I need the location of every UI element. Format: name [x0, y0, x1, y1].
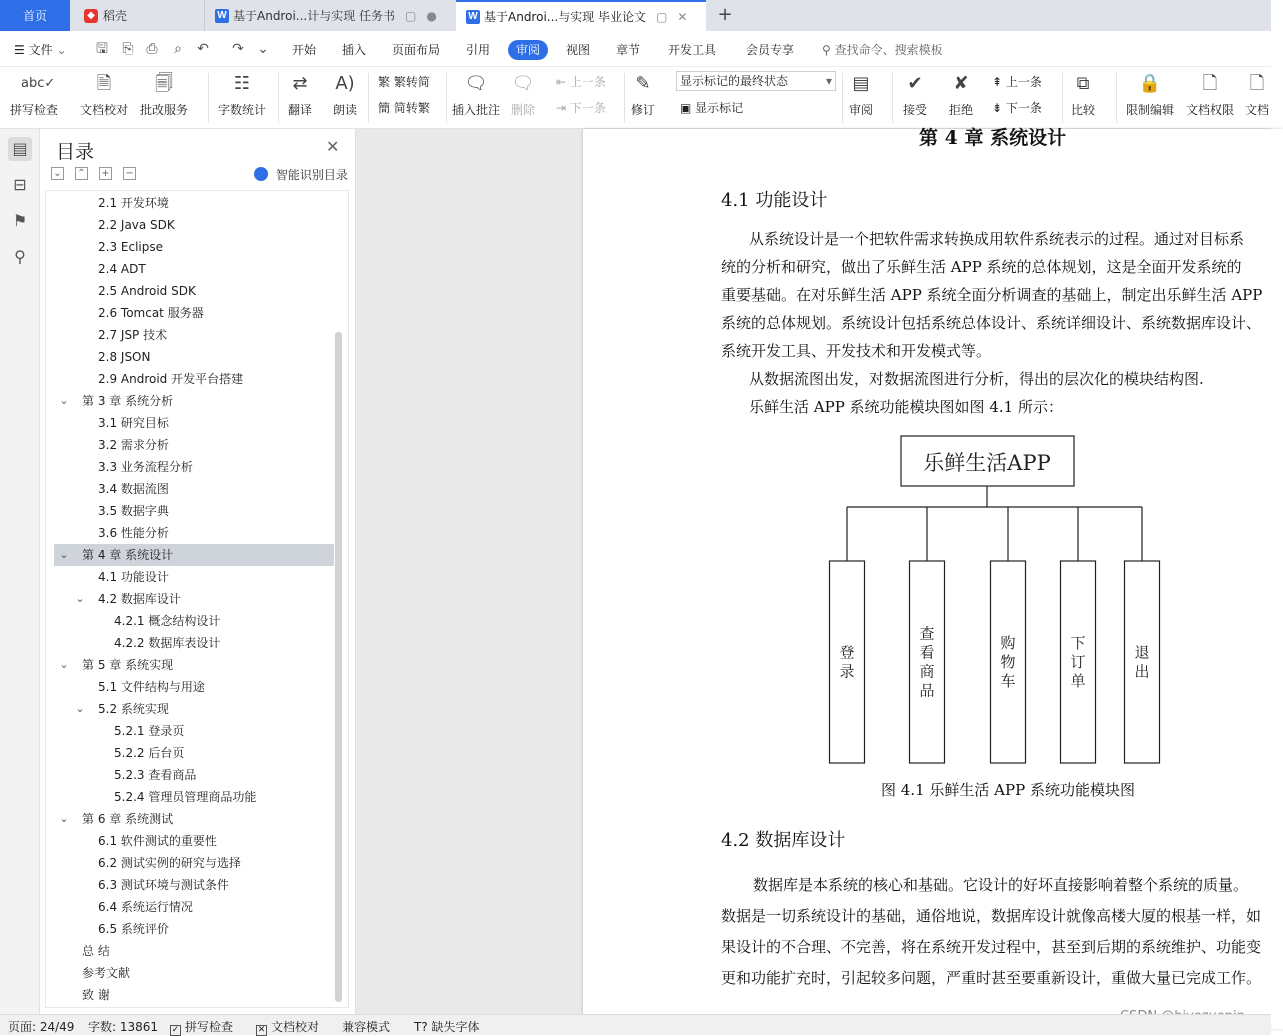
expand-level-icon[interactable]: ⌃ — [75, 167, 88, 180]
save-icon[interactable]: 🖫 — [96, 41, 108, 57]
word-count-button[interactable] — [218, 71, 266, 118]
toc-item-label: 5.2.1 登录页 — [114, 724, 185, 738]
translate-icon: ⇄ — [292, 73, 308, 94]
toc-item[interactable] — [54, 808, 334, 830]
compare-icon: ⧉ — [1076, 73, 1090, 94]
body-line: 乐鲜生活 APP 系统功能模块图如图 4.1 所示： — [749, 398, 1063, 416]
toc-item-label: 2.5 Android SDK — [98, 284, 196, 298]
toc-item[interactable] — [54, 654, 334, 676]
prev-comment-label: 上一条 — [569, 75, 606, 89]
toc-item[interactable] — [54, 280, 334, 302]
toc-item[interactable] — [54, 544, 334, 566]
undo-icon[interactable]: ↶ — [197, 41, 209, 57]
toc-item-label: 5.2 系统实现 — [98, 702, 169, 716]
markup-state-select[interactable] — [676, 71, 836, 91]
reject-button[interactable] — [948, 71, 974, 118]
toc-item[interactable] — [54, 324, 334, 346]
toc-item-label: 参考文献 — [82, 966, 131, 980]
toc-item-label: 3.1 研究目标 — [98, 416, 169, 430]
spell-check-label: 拼写检查 — [10, 103, 59, 117]
body-line: 数据是一切系统设计的基础，通俗地说，数据库设计就像高楼大厦的根基一样，如 — [721, 907, 1262, 925]
tab-doc1-label: 基于Androi...计与实现 任务书 — [233, 9, 396, 23]
chapter-nav-icon[interactable]: ⊟ — [13, 175, 27, 194]
ribbon-divider — [842, 73, 843, 123]
toc-item[interactable] — [54, 610, 334, 632]
toc-item-label: 第 5 章 系统实现 — [82, 658, 174, 672]
menu-reference[interactable]: 引用 — [466, 43, 491, 57]
body-line: 更和功能扩充时，引起较多问题，严重时甚至要重新设计，重做大量已完成工作。 — [721, 969, 1262, 987]
figure-caption: 图 4.1 乐鲜生活 APP 系统功能模块图 — [881, 781, 1135, 799]
doc-more-button[interactable] — [1244, 71, 1270, 118]
figure-module-label: 登录 — [839, 643, 855, 681]
doc-permission-button[interactable] — [1186, 71, 1234, 118]
page-indicator[interactable]: 页面: 24/49 — [8, 1020, 75, 1034]
left-nav-rail — [0, 129, 40, 1014]
menu-review[interactable]: 审阅 — [508, 40, 548, 60]
menu-view[interactable]: 视图 — [566, 43, 591, 57]
prev-change-button[interactable] — [992, 72, 1042, 92]
smart-toc-button[interactable] — [254, 166, 348, 183]
chevron-down-icon[interactable]: ⌄ — [75, 592, 85, 605]
chevron-down-icon[interactable]: ⌄ — [59, 548, 69, 561]
accept-icon: ✔ — [907, 73, 923, 94]
ribbon-divider — [208, 73, 209, 123]
hamburger-icon: ☰ — [14, 43, 25, 57]
figure-root-label: 乐鲜生活APP — [923, 451, 1051, 475]
tab-dot-icon: ● — [426, 8, 437, 23]
body-line: 统的分析和研究，做出了乐鲜生活 APP 系统的总体规划，这是全面开发系统的 — [721, 258, 1242, 276]
toc-item-label: 2.6 Tomcat 服务器 — [98, 306, 204, 320]
accept-label: 接受 — [902, 103, 927, 117]
spell-check-status[interactable] — [170, 1018, 233, 1036]
toc-item[interactable] — [54, 940, 334, 962]
read-aloud-label: 朗读 — [332, 103, 357, 117]
next-comment-icon: ⇥ — [556, 101, 567, 115]
document-page[interactable] — [583, 129, 1283, 1029]
doc-proof-button[interactable] — [80, 71, 128, 118]
body-line: 数据库是本系统的核心和基础。它设计的好坏直接影响着整个系统的质量。 — [753, 876, 1249, 894]
delete-comment-button[interactable] — [510, 71, 536, 118]
toc-item[interactable] — [54, 566, 334, 588]
toc-item[interactable] — [54, 214, 334, 236]
ribbon-divider — [1116, 73, 1117, 123]
toc-item-label: 3.5 数据字典 — [98, 504, 169, 518]
toc-item-label: 5.2.4 管理员管理商品功能 — [114, 790, 257, 804]
figure-module-node — [830, 561, 865, 763]
toc-item[interactable] — [54, 368, 334, 390]
collapse-all-icon[interactable]: − — [123, 167, 136, 180]
review-ribbon — [0, 67, 1271, 129]
figure-root-node — [901, 436, 1074, 486]
toc-item[interactable] — [54, 346, 334, 368]
section-heading-4-2: 4.2 数据库设计 — [721, 830, 846, 851]
toc-item[interactable] — [54, 412, 334, 434]
reject-label: 拒绝 — [948, 103, 973, 117]
delete-comment-icon: 🗨 — [511, 73, 535, 94]
toc-item[interactable] — [54, 852, 334, 874]
insert-comment-label: 插入批注 — [452, 103, 501, 117]
figure-connectors — [847, 486, 1142, 561]
close-icon[interactable]: ✕ — [326, 137, 340, 156]
toc-item[interactable] — [54, 918, 334, 940]
toc-item-label: 6.5 系统评价 — [98, 922, 169, 936]
tab-float-icon[interactable]: ▢ — [656, 9, 668, 24]
tab-document-taskbook[interactable] — [204, 0, 452, 31]
compare-button[interactable] — [1070, 71, 1096, 118]
toc-item-label: 3.3 业务流程分析 — [98, 460, 193, 474]
menu-chapter[interactable]: 章节 — [616, 43, 641, 57]
toc-item-label: 4.1 功能设计 — [98, 570, 169, 584]
ribbon-divider — [278, 73, 279, 123]
toc-item-label: 2.4 ADT — [98, 262, 146, 276]
ribbon-divider — [624, 73, 625, 123]
prev-change-icon: ⇞ — [992, 75, 1003, 89]
command-search-label: 查找命令、搜索模板 — [834, 43, 943, 57]
tab-document-thesis[interactable] — [456, 0, 706, 31]
quick-access-more-icon[interactable]: ⌄ — [257, 41, 269, 57]
toc-item-label: 4.2.1 概念结构设计 — [114, 614, 221, 628]
doc-proof-status[interactable] — [256, 1018, 319, 1036]
spell-check-toggle-icon: ✓ — [171, 1025, 180, 1035]
tab-float-icon[interactable]: ▢ — [405, 8, 417, 23]
chevron-down-icon: ⌄ — [56, 43, 67, 57]
figure-module-node — [910, 561, 945, 763]
bookmark-icon[interactable]: ⚑ — [12, 211, 28, 230]
toc-item[interactable] — [54, 896, 334, 918]
toc-item[interactable] — [54, 698, 334, 720]
toc-item[interactable] — [54, 984, 334, 1006]
spell-check-icon: abc✓ — [21, 76, 56, 91]
export-pdf-icon[interactable]: ⎘ — [122, 41, 134, 57]
toc-item[interactable] — [54, 764, 334, 786]
command-search[interactable] — [822, 40, 943, 60]
toc-item-label: 4.2.2 数据库表设计 — [114, 636, 221, 650]
track-changes-label: 修订 — [630, 103, 655, 117]
show-markup-button[interactable] — [680, 98, 743, 118]
restrict-edit-label: 限制编辑 — [1126, 103, 1175, 117]
doc-proof-status-label: 文档校对 — [271, 1020, 320, 1034]
section-heading-4-1: 4.1 功能设计 — [721, 190, 828, 211]
missing-font-status[interactable] — [414, 1018, 480, 1035]
body-line: 从数据流图出发，对数据流图进行分析，得出的层次化的模块结构图. — [749, 370, 1204, 388]
body-line: 重要基础。在对乐鲜生活 APP 系统全面分析调查的基础上，制定出乐鲜生活 APP — [721, 286, 1263, 304]
menu-member[interactable]: 会员专享 — [746, 43, 795, 57]
toc-item-label: 5.2.3 查看商品 — [114, 768, 197, 782]
simp-to-trad-label: 简转繁 — [393, 101, 430, 115]
toc-item[interactable] — [54, 434, 334, 456]
figure-module-label: 购物车 — [1000, 634, 1016, 690]
doc-permission-label: 文档权限 — [1186, 103, 1235, 117]
word-count-icon: ☷ — [233, 73, 251, 94]
body-line: 果设计的不合理、不完善，将在系统开发过程中，甚至到后期的系统维护、功能变 — [721, 938, 1262, 956]
toc-item-label: 2.1 开发环境 — [98, 196, 169, 210]
simp-trad-icon: 簡 — [378, 101, 391, 115]
toc-item-label: 总 结 — [82, 944, 110, 958]
next-comment-button[interactable] — [556, 98, 606, 118]
spell-check-status-label: 拼写检查 — [185, 1020, 234, 1034]
toc-item-label: 6.4 系统运行情况 — [98, 900, 193, 914]
figure-module-label: 退出 — [1134, 643, 1150, 681]
collapse-level-icon[interactable]: ⌄ — [51, 167, 64, 180]
lock-document-icon: 🔒 — [1138, 73, 1162, 94]
search-icon[interactable]: ⚲ — [14, 247, 26, 266]
translate-button[interactable] — [287, 71, 313, 118]
smart-toc-label: 智能识别目录 — [275, 168, 348, 182]
annotate-service-icon: 🗐 — [155, 73, 173, 94]
status-bar — [0, 1014, 1271, 1035]
compat-mode-status: 兼容模式 — [342, 1020, 391, 1034]
delete-comment-label: 删除 — [510, 103, 535, 117]
toc-item[interactable] — [54, 236, 334, 258]
toc-item[interactable] — [54, 632, 334, 654]
word-doc-icon: W — [466, 10, 480, 24]
toc-item[interactable] — [54, 258, 334, 280]
toc-item-label: 6.2 测试实例的研究与选择 — [98, 856, 241, 870]
menu-bar — [0, 31, 1271, 67]
figure-module-node — [1125, 561, 1160, 763]
show-markup-label: 显示标记 — [695, 101, 744, 115]
toc-item-label: 2.9 Android 开发平台搭建 — [98, 372, 244, 386]
toc-item-label: 6.1 软件测试的重要性 — [98, 834, 217, 848]
word-count-status[interactable]: 字数: 13861 — [88, 1020, 159, 1034]
tab-bar — [0, 0, 1271, 31]
toc-item[interactable] — [54, 500, 334, 522]
restrict-edit-button[interactable] — [1126, 71, 1174, 118]
review-pane-icon: ▤ — [852, 73, 870, 94]
trad-to-simp-button[interactable] — [378, 72, 430, 92]
doc-more-label: 文档 — [1244, 103, 1269, 117]
toc-item-label: 4.2 数据库设计 — [98, 592, 181, 606]
missing-font-icon: T? — [414, 1020, 428, 1034]
toc-item-label: 2.2 Java SDK — [98, 218, 175, 232]
body-line: 从系统设计是一个把软件需求转换成用软件系统表示的过程。通过对目标系 — [749, 230, 1245, 248]
toc-item[interactable] — [54, 192, 334, 214]
annotate-service-label: 批改服务 — [140, 103, 189, 117]
toc-scrollbar[interactable] — [335, 332, 342, 1002]
track-changes-button[interactable] — [630, 71, 656, 118]
expand-all-icon[interactable]: + — [99, 167, 112, 180]
toc-item-label: 6.3 测试环境与测试条件 — [98, 878, 229, 892]
toc-item[interactable] — [54, 874, 334, 896]
document-canvas — [356, 129, 1271, 1014]
doc-permission-icon: 🗋 — [1202, 73, 1218, 94]
daoke-icon: ◆ — [84, 9, 98, 23]
toc-list — [45, 190, 349, 1008]
file-menu-label: 文件 — [28, 43, 53, 57]
markup-state-value: 显示标记的最终状态 — [680, 74, 789, 88]
compare-label: 比较 — [1070, 103, 1095, 117]
menu-page-layout[interactable]: 页面布局 — [392, 43, 441, 57]
toc-item-label: 第 4 章 系统设计 — [82, 548, 174, 562]
insert-comment-icon: 🗨 — [464, 73, 488, 94]
tab-close-icon[interactable]: ✕ — [677, 9, 688, 24]
chevron-down-icon: ▾ — [825, 74, 832, 88]
figure-modules — [830, 561, 1160, 763]
ribbon-divider — [892, 73, 893, 123]
toc-item[interactable] — [54, 786, 334, 808]
figure-module-label: 下订单 — [1070, 634, 1086, 690]
menu-insert[interactable]: 插入 — [342, 43, 367, 57]
figure-module-node — [991, 561, 1026, 763]
toc-item-label: 3.4 数据流图 — [98, 482, 169, 496]
toc-item[interactable] — [54, 742, 334, 764]
redo-icon[interactable]: ↷ — [232, 41, 244, 57]
insert-comment-button[interactable] — [452, 71, 500, 118]
read-aloud-icon: A) — [335, 73, 355, 94]
toc-item[interactable] — [54, 676, 334, 698]
chevron-down-icon[interactable]: ⌄ — [59, 394, 69, 407]
ribbon-divider — [368, 73, 369, 123]
print-preview-icon[interactable]: ⌕ — [174, 41, 182, 57]
search-icon: ⚲ — [822, 43, 831, 57]
body-line: 系统的总体规划。系统设计包括系统总体设计、系统详细设计、系统数据库设计、 — [721, 314, 1262, 332]
toc-item[interactable] — [54, 522, 334, 544]
menu-developer[interactable]: 开发工具 — [668, 43, 717, 57]
accept-button[interactable] — [902, 71, 928, 118]
toc-item-label: 第 6 章 系统测试 — [82, 812, 174, 826]
ribbon-divider — [446, 73, 447, 123]
chevron-down-icon[interactable]: ⌄ — [59, 658, 69, 671]
track-changes-icon: ✎ — [635, 73, 651, 94]
toc-item-label: 2.7 JSP 技术 — [98, 328, 168, 342]
show-markup-icon: ▣ — [680, 101, 692, 115]
toc-item[interactable] — [54, 588, 334, 610]
body-line: 系统开发工具、开发技术和开发模式等。 — [721, 342, 992, 360]
word-count-label: 字数统计 — [218, 103, 267, 117]
toc-item[interactable] — [54, 830, 334, 852]
translate-label: 翻译 — [287, 103, 312, 117]
missing-font-label: 缺失字体 — [431, 1020, 480, 1034]
tab-doc2-label: 基于Androi...与实现 毕业论文 — [484, 10, 647, 24]
toc-item[interactable] — [54, 302, 334, 324]
tab-home[interactable]: 首页 — [0, 0, 70, 31]
toc-item-label: 2.8 JSON — [98, 350, 151, 364]
chevron-down-icon[interactable]: ⌄ — [75, 702, 85, 715]
read-aloud-button[interactable] — [332, 71, 358, 118]
doc-more-icon: 🗋 — [1249, 73, 1265, 94]
doc-proof-toggle-icon: ✕ — [257, 1025, 266, 1035]
chevron-down-icon[interactable]: ⌄ — [59, 812, 69, 825]
spell-check-button[interactable] — [10, 71, 58, 118]
next-comment-label: 下一条 — [569, 101, 606, 115]
next-change-icon: ⇟ — [992, 101, 1003, 115]
chapter-heading: 第 4 章 系统设计 — [919, 127, 1067, 149]
new-tab-button[interactable]: + — [717, 4, 733, 25]
reject-icon: ✘ — [953, 73, 969, 94]
toc-item[interactable] — [54, 478, 334, 500]
review-pane-label: 审阅 — [848, 103, 873, 117]
tab-daoke[interactable] — [72, 0, 202, 31]
toc-item-label: 3.2 需求分析 — [98, 438, 169, 452]
toc-item[interactable] — [54, 456, 334, 478]
smart-toc-icon — [254, 167, 268, 181]
file-menu[interactable] — [14, 40, 67, 60]
doc-proof-icon: 🗎 — [96, 73, 112, 94]
toc-item-label: 第 3 章 系统分析 — [82, 394, 174, 408]
toc-panel-icon[interactable]: ▤ — [8, 137, 32, 161]
toc-panel — [40, 129, 356, 1014]
print-icon[interactable]: ⎙ — [146, 41, 158, 57]
doc-proof-label: 文档校对 — [80, 103, 129, 117]
toc-item-label: 致 谢 — [82, 988, 110, 1002]
prev-comment-button[interactable] — [556, 72, 606, 92]
toc-item-label: 5.2.2 后台页 — [114, 746, 185, 760]
figure-module-label: 查看商品 — [919, 624, 935, 700]
next-change-button[interactable] — [992, 98, 1042, 118]
toc-item[interactable] — [54, 962, 334, 984]
toc-item-label: 2.3 Eclipse — [98, 240, 163, 254]
review-pane-button[interactable] — [848, 71, 874, 118]
prev-comment-icon: ⇤ — [556, 75, 567, 89]
tab-daoke-label: 稻壳 — [103, 9, 128, 23]
ribbon-divider — [1062, 73, 1063, 123]
prev-change-label: 上一条 — [1005, 75, 1042, 89]
simp-to-trad-button[interactable] — [378, 98, 430, 118]
word-doc-icon: W — [215, 9, 229, 23]
toc-item-label: 5.1 文件结构与用途 — [98, 680, 205, 694]
toc-item-label: 3.6 性能分析 — [98, 526, 169, 540]
toc-title: 目录 — [56, 141, 95, 163]
trad-simp-icon: 繁 — [378, 75, 391, 89]
toc-item[interactable] — [54, 720, 334, 742]
trad-to-simp-label: 繁转简 — [393, 75, 430, 89]
annotate-service-button[interactable] — [140, 71, 188, 118]
next-change-label: 下一条 — [1005, 101, 1042, 115]
module-structure-figure — [583, 129, 1283, 779]
toc-item[interactable] — [54, 390, 334, 412]
figure-module-node — [1061, 561, 1096, 763]
menu-start[interactable]: 开始 — [292, 43, 317, 57]
